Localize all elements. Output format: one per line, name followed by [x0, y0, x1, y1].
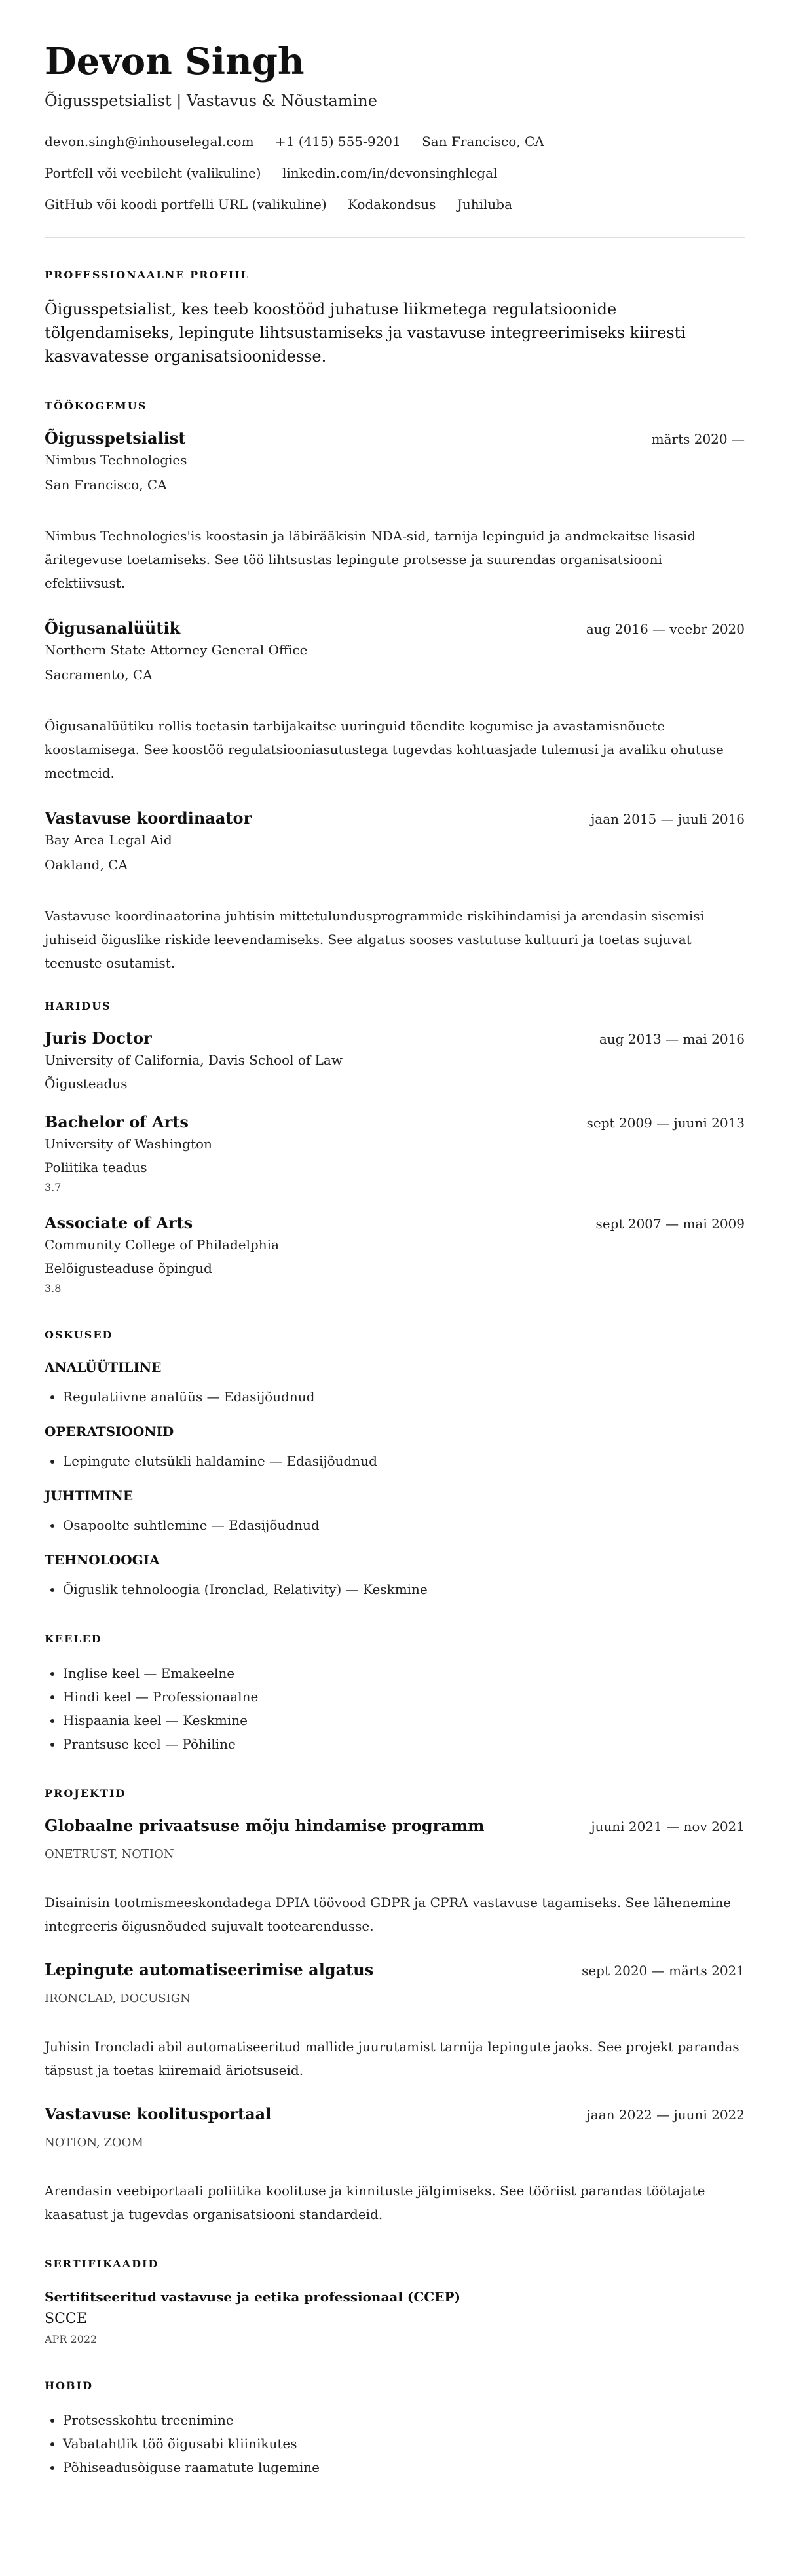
skill-list: [45, 1449, 745, 1473]
project-entry: [45, 1960, 745, 2082]
skill-item: • Lepingute elutsükli haldamine — Edasijõudnud: [63, 1449, 745, 1473]
project-tech: ONETRUST, NOTION: [45, 1847, 174, 1861]
job-description: Nimbus Technologies'is koostasin ja läbirääkisin NDA-sid, tarnija lepinguid ja andmekaitse lisasid äritegevuse toetamiseks. See töö lihtsustas lepingute protsesse ja suurendas organisatsiooni efektiivsust.: [45, 528, 696, 591]
certifications-section: [45, 2256, 745, 2348]
job-title: Vastavuse koordinaator: [45, 808, 252, 827]
skill-category-title: TEHNOLOOGIA: [45, 1552, 160, 1568]
education-entry: [45, 1213, 745, 1297]
language-item: • Prantsuse keel — Põhiline: [63, 1732, 745, 1756]
contact-info: [45, 126, 745, 220]
profile-text: Õigusspetsialist, kes teeb koostööd juhatuse liikmetega regulatsioonide tõlgendamiseks, lepingute lihtsustamiseks ja vastavuse integreerimiseks kiiresti kasvavatesse organisatsioonidesse.: [45, 300, 686, 366]
hobby-item: • Põhiseadusõiguse raamatute lugemine: [63, 2455, 745, 2479]
date-range: märts 2020 —: [651, 431, 745, 447]
date-range: sept 2009 — juuni 2013: [586, 1115, 745, 1131]
language-item: • Inglise keel — Emakeelne: [63, 1661, 745, 1685]
citizenship: Kodakondsus: [348, 197, 436, 212]
job-title: Õigusanalüütik: [45, 618, 181, 637]
certification-name: Sertifitseeritud vastavuse ja eetika professionaal (CCEP): [45, 2289, 460, 2305]
skill-category-title: OPERATSIOONID: [45, 1424, 174, 1439]
email-link[interactable]: devon.singh@inhouselegal.com: [45, 134, 254, 149]
field-of-study: Õigusteadus: [45, 1076, 128, 1091]
projects-section: [45, 1786, 745, 2226]
job-description: Vastavuse koordinaatorina juhtisin mittetulundusprogrammide riskihindamisi ja arendasin sisemisi juhiseid õiguslike riskide leevendamiseks. See algatus sooses vastutuse kultuuri ja toetas sujuvat teenuste osutamist.: [45, 908, 704, 971]
phone: +1 (415) 555-9201: [274, 134, 401, 149]
github-link[interactable]: GitHub või koodi portfelli URL (valikuline): [45, 197, 327, 212]
hobbies-section: [45, 2378, 745, 2479]
education-entry: [45, 1029, 745, 1095]
job-location: Sacramento, CA: [45, 667, 153, 683]
resume-header: [45, 41, 745, 220]
item-header: [45, 1112, 745, 1132]
project-description: Juhisin Ironcladi abil automatiseeritud mallide juurutamist tarnija lepingute jaoks. See projekt parandas täpsust ja toetas kiiremaid äriotsuseid.: [45, 2039, 739, 2078]
project-title: Vastavuse koolitusportaal: [45, 2104, 272, 2123]
company-name: Bay Area Legal Aid: [45, 832, 172, 848]
skill-category-title: JUHTIMINE: [45, 1488, 134, 1504]
headline: Õigusspetsialist | Vastavus & Nõustamine: [45, 92, 377, 110]
section-title: HARIDUS: [45, 1000, 111, 1012]
project-tech: NOTION, ZOOM: [45, 2136, 143, 2150]
field-of-study: Poliitika teadus: [45, 1160, 147, 1175]
languages-list: [45, 1661, 745, 1756]
language-item: • Hindi keel — Professionaalne: [63, 1685, 745, 1709]
date-range: juuni 2021 — nov 2021: [591, 1819, 745, 1834]
section-title: PROFESSIONAALNE PROFIIL: [45, 269, 250, 281]
project-description: Disainisin tootmismeeskondadega DPIA töövood GDPR ja CPRA vastavuse tagamiseks. See lähenemine integreeris õigusnõuded sujuvalt tootearendusse.: [45, 1895, 732, 1934]
skill-item: • Osapoolte suhtlemine — Edasijõudnud: [63, 1513, 745, 1537]
item-header: [45, 1816, 745, 1836]
language-item: • Hispaania keel — Keskmine: [63, 1709, 745, 1732]
contact-row: [45, 157, 745, 189]
section-title: HOBID: [45, 2379, 93, 2392]
skill-list: [45, 1578, 745, 1601]
certification-issuer: SCCE: [45, 2311, 87, 2327]
school-name: University of California, Davis School of Law: [45, 1052, 343, 1068]
date-range: jaan 2022 — juuni 2022: [586, 2107, 745, 2123]
job-location: Oakland, CA: [45, 857, 128, 873]
skill-item: • Õiguslik tehnoloogia (Ironclad, Relativity) — Keskmine: [63, 1578, 745, 1601]
drivers-license: Juhiluba: [457, 197, 512, 212]
job-title: Õigusspetsialist: [45, 428, 186, 447]
portfolio-link[interactable]: Portfell või veebileht (valikuline): [45, 165, 261, 181]
section-title: TÖÖKOGEMUS: [45, 400, 147, 412]
certification-date: APR 2022: [45, 2333, 98, 2345]
item-header: [45, 808, 745, 828]
item-header: [45, 428, 745, 448]
school-name: University of Washington: [45, 1136, 212, 1152]
project-title: Globaalne privaatsuse mõju hindamise programm: [45, 1816, 485, 1835]
project-description: Arendasin veebiportaali poliitika koolituse ja kinnituste jälgimiseks. See tööriist parandas töötajate kaasatust ja tugevdas organisatsiooni standardeid.: [45, 2183, 705, 2222]
section-title: OSKUSED: [45, 1329, 113, 1341]
skill-list: [45, 1513, 745, 1537]
date-range: aug 2013 — mai 2016: [599, 1031, 745, 1047]
linkedin-link[interactable]: linkedin.com/in/devonsinghlegal: [282, 165, 498, 181]
hobbies-list: [45, 2408, 745, 2479]
company-name: Nimbus Technologies: [45, 452, 187, 468]
school-name: Community College of Philadelphia: [45, 1237, 279, 1253]
languages-section: [45, 1631, 745, 1756]
skills-section: [45, 1327, 745, 1601]
degree-title: Associate of Arts: [45, 1213, 193, 1232]
project-entry: [45, 2104, 745, 2226]
header-divider: [45, 237, 745, 238]
project-tech: IRONCLAD, DOCUSIGN: [45, 1992, 191, 2005]
gpa: 3.8: [45, 1282, 62, 1295]
item-header: [45, 1213, 745, 1233]
skill-category-title: ANALÜÜTILINE: [45, 1359, 162, 1375]
skill-list: [45, 1385, 745, 1409]
item-header: [45, 618, 745, 638]
date-range: aug 2016 — veebr 2020: [586, 621, 745, 637]
education-section: [45, 998, 745, 1297]
education-entry: [45, 1112, 745, 1196]
job-location: San Francisco, CA: [45, 477, 167, 493]
hobby-item: • Protsesskohtu treenimine: [63, 2408, 745, 2432]
profile-section: [45, 267, 745, 368]
field-of-study: Eelõigusteaduse õpingud: [45, 1260, 212, 1276]
company-name: Northern State Attorney General Office: [45, 642, 308, 658]
date-range: jaan 2015 — juuli 2016: [591, 811, 745, 827]
job-entry: [45, 618, 745, 785]
job-entry: [45, 428, 745, 595]
certification-entry: [45, 2286, 745, 2348]
hobby-item: • Vabatahtlik töö õigusabi kliinikutes: [63, 2432, 745, 2455]
experience-section: [45, 398, 745, 975]
section-title: PROJEKTID: [45, 1787, 126, 1800]
section-title: SERTIFIKAADID: [45, 2258, 159, 2270]
date-range: sept 2020 — märts 2021: [582, 1963, 745, 1979]
degree-title: Bachelor of Arts: [45, 1112, 189, 1131]
location: San Francisco, CA: [422, 134, 544, 149]
contact-row: [45, 189, 745, 220]
project-title: Lepingute automatiseerimise algatus: [45, 1960, 374, 1979]
item-header: [45, 1029, 745, 1048]
section-title: KEELED: [45, 1633, 102, 1645]
project-entry: [45, 1816, 745, 1938]
candidate-name: Devon Singh: [45, 40, 305, 83]
skill-item: • Regulatiivne analüüs — Edasijõudnud: [63, 1385, 745, 1409]
item-header: [45, 1960, 745, 1980]
degree-title: Juris Doctor: [45, 1029, 152, 1048]
item-header: [45, 2104, 745, 2124]
gpa: 3.7: [45, 1181, 62, 1194]
job-description: Õigusanalüütiku rollis toetasin tarbijakaitse uuringuid tõendite kogumise ja avastamisnõuete koostamisega. See koostöö regulatsiooniasutustega tugevdas kohtuasjade tulemusi ja avaliku ohutuse meetmeid.: [45, 718, 724, 781]
job-entry: [45, 808, 745, 975]
contact-row: [45, 126, 745, 157]
date-range: sept 2007 — mai 2009: [595, 1216, 745, 1232]
